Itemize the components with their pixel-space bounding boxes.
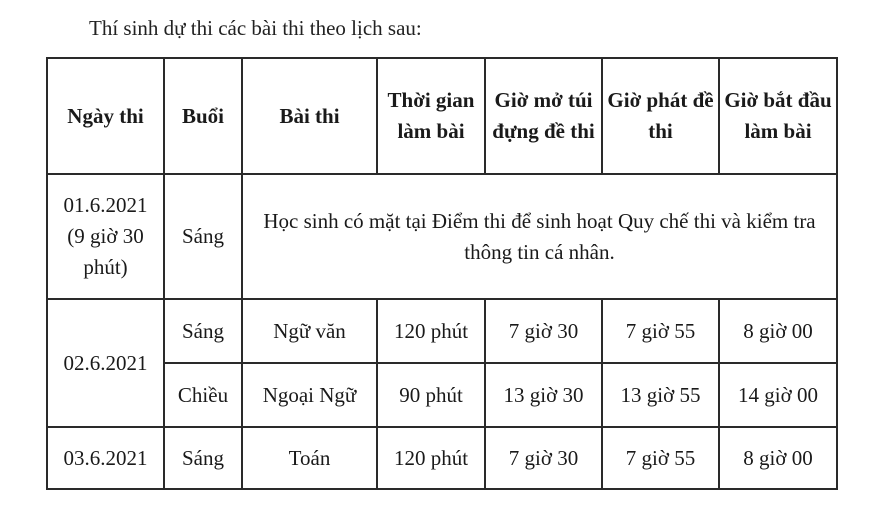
distribute-cell: 13 giờ 55 bbox=[602, 363, 719, 427]
header-duration: Thời gian làm bài bbox=[377, 58, 485, 174]
session-cell: Sáng bbox=[164, 427, 242, 489]
distribute-cell: 7 giờ 55 bbox=[602, 427, 719, 489]
date-cell: 03.6.2021 bbox=[47, 427, 164, 489]
header-start: Giờ bắt đầu làm bài bbox=[719, 58, 837, 174]
note-cell: Học sinh có mặt tại Điểm thi để sinh hoạt Quy chế thi và kiểm tra thông tin cá nhân. bbox=[242, 174, 837, 299]
table-row bbox=[47, 174, 837, 299]
subject-cell: Ngữ văn bbox=[242, 299, 377, 363]
date-cell: 02.6.2021 bbox=[47, 299, 164, 427]
header-session: Buổi bbox=[164, 58, 242, 174]
duration-cell: 120 phút bbox=[377, 427, 485, 489]
start-cell: 14 giờ 00 bbox=[719, 363, 837, 427]
subject-cell: Toán bbox=[242, 427, 377, 489]
duration-cell: 90 phút bbox=[377, 363, 485, 427]
session-cell: Chiều bbox=[164, 363, 242, 427]
time-note: (9 giờ 30 phút) bbox=[67, 224, 144, 279]
start-cell: 8 giờ 00 bbox=[719, 299, 837, 363]
start-cell: 8 giờ 00 bbox=[719, 427, 837, 489]
header-open-envelope: Giờ mở túi đựng đề thi bbox=[485, 58, 602, 174]
exam-schedule-table bbox=[46, 57, 838, 490]
open-envelope-cell: 7 giờ 30 bbox=[485, 427, 602, 489]
session-cell: Sáng bbox=[164, 299, 242, 363]
open-envelope-cell: 13 giờ 30 bbox=[485, 363, 602, 427]
header-row bbox=[47, 58, 837, 174]
table-row bbox=[47, 427, 837, 489]
subject-cell: Ngoại Ngữ bbox=[242, 363, 377, 427]
header-subject: Bài thi bbox=[242, 58, 377, 174]
date-text: 01.6.2021 bbox=[63, 193, 148, 217]
header-date: Ngày thi bbox=[47, 58, 164, 174]
header-distribute: Giờ phát đề thi bbox=[602, 58, 719, 174]
intro-text: Thí sinh dự thi các bài thi theo lịch sau: bbox=[89, 16, 422, 40]
duration-cell: 120 phút bbox=[377, 299, 485, 363]
distribute-cell: 7 giờ 55 bbox=[602, 299, 719, 363]
table-row bbox=[47, 363, 837, 427]
session-cell: Sáng bbox=[164, 174, 242, 299]
open-envelope-cell: 7 giờ 30 bbox=[485, 299, 602, 363]
table-row bbox=[47, 299, 837, 363]
date-cell bbox=[47, 174, 164, 299]
